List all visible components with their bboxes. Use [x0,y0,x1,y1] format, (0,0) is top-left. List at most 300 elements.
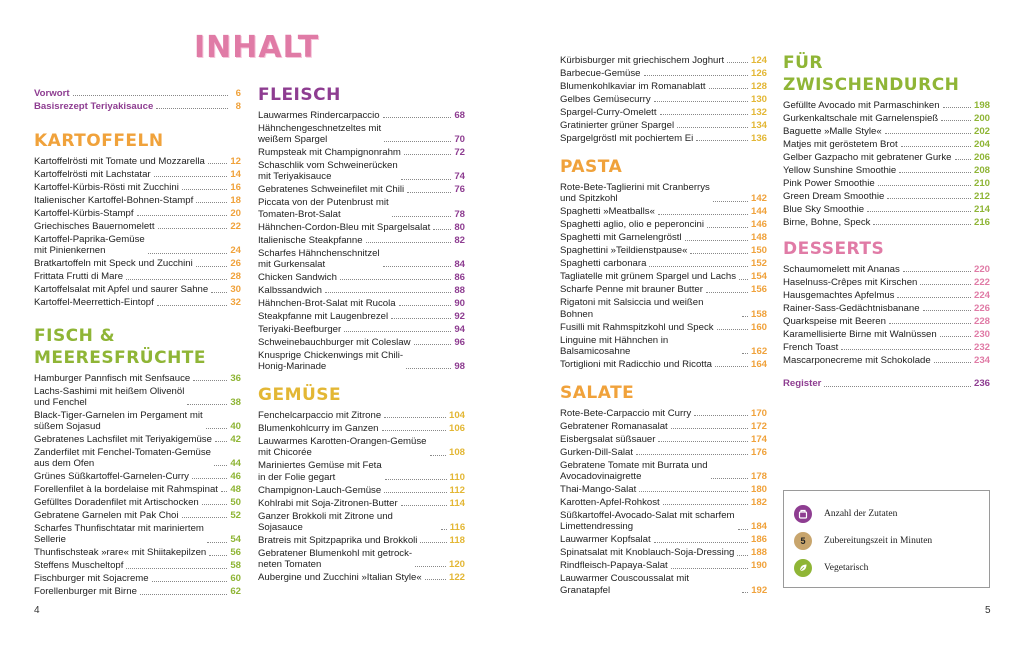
entry-page: 150 [750,245,767,257]
toc-entry[interactable] [783,290,990,301]
entry-title: Chicken Sandwich [258,271,337,283]
entry-title: Lauwarmes Karotten-Orangen-Gemüse mit Chicorée [258,436,427,459]
entry-title: Tortiglioni mit Radicchio und Ricotta [560,358,712,370]
leader-dots [658,214,748,215]
leader-dots [385,479,447,480]
toc-column-4 [783,52,990,391]
toc-entry[interactable] [258,311,465,322]
toc-entry[interactable] [783,204,990,215]
toc-entry[interactable] [560,94,767,105]
entry-page: 112 [449,484,465,496]
entry-title: Gefüllte Avocado mit Parmaschinken [783,100,940,111]
section-kartoffeln [34,130,241,308]
toc-entry[interactable] [258,548,465,570]
toc-entry[interactable] [34,497,241,508]
leader-dots [211,292,227,293]
entry-page: 236 [973,378,990,390]
toc-entry[interactable] [560,68,767,79]
entry-title: Kohlrabi mit Soja-Zitronen-Butter [258,497,398,509]
entry-page: 134 [750,120,767,131]
toc-entry[interactable] [258,535,465,546]
toc-entry[interactable] [258,184,465,195]
toc-entry[interactable] [34,195,241,206]
entry-title: Gelbes Gemüsecurry [560,94,651,105]
leader-dots [742,316,748,317]
entry-page: 186 [750,534,767,546]
toc-entry[interactable] [783,277,990,288]
entry-title: Thunfischsteak »rare« mit Shiitakepilzen [34,547,207,559]
toc-entry[interactable] [258,511,465,533]
toc-entry[interactable] [258,423,465,434]
entry-page: 224 [973,290,990,302]
toc-entry[interactable] [258,572,465,583]
entry-page: 170 [750,408,767,420]
leader-dots [923,310,971,311]
legend-label: Zubereitungszeit in Minuten [824,536,933,546]
toc-entry[interactable] [560,359,767,370]
leader-dots [182,189,227,190]
toc-entry[interactable] [783,191,990,202]
section-gemuese-cont [560,55,767,144]
toc-entry[interactable] [560,335,767,357]
toc-entry-vorwort[interactable] [34,88,241,99]
leader-dots [193,380,227,381]
leader-dots [867,211,971,212]
section-pasta [560,156,767,370]
entry-page: 54 [230,534,241,546]
entry-title: Lauwarmer Couscoussalat mit Granatapfel [560,573,690,596]
toc-entry[interactable] [258,160,465,182]
leader-dots [955,159,971,160]
leader-dots [420,542,446,543]
entry-page: 8 [235,101,241,112]
leader-dots [696,140,748,141]
leader-dots [663,504,748,505]
entry-page: 120 [448,559,465,571]
entry-title: Forellenfilet à la bordelaise mit Rahmspinat [34,484,218,496]
toc-entry[interactable] [258,235,465,246]
leader-dots [660,114,748,115]
toc-entry[interactable] [783,139,990,150]
legend-label: Anzahl der Zutaten [824,509,898,519]
entry-title: Barbecue-Gemüse [560,68,641,79]
entry-page: 198 [973,100,990,111]
toc-entry[interactable] [34,510,241,521]
entry-page: 128 [750,81,767,92]
entry-page: 82 [454,234,465,246]
toc-entry[interactable] [560,284,767,295]
entry-title: Eisbergsalat süßsauer [560,434,656,446]
toc-entry[interactable] [560,81,767,92]
entry-title: Black-Tiger-Garnelen im Pergament mit süßem Sojasud [34,409,203,433]
entry-page: 188 [750,547,767,559]
entry-page: 76 [454,184,465,196]
entry-page: 14 [230,169,241,181]
entry-page: 24 [230,245,241,257]
leader-dots [433,229,451,230]
toc-entry[interactable] [783,303,990,314]
toc-column-1 [34,88,241,599]
leader-dots [671,568,748,569]
entry-page: 36 [230,372,241,384]
toc-entry[interactable] [258,123,465,145]
entry-page: 110 [449,471,465,483]
entry-title: Spinatsalat mit Knoblauch-Soja-Dressing [560,547,735,559]
toc-entry[interactable] [560,120,767,131]
entry-title: Kartoffelsalat mit Apfel und saurer Sahne [34,284,209,296]
toc-entry[interactable] [258,147,465,158]
toc-entry[interactable] [560,322,767,333]
toc-entry[interactable] [34,156,241,167]
section-title: FLEISCH [258,85,341,105]
leader-dots [649,266,748,267]
entry-page: 230 [973,329,990,341]
entry-page: 232 [973,342,990,354]
toc-entry[interactable] [34,373,241,384]
toc-entry[interactable] [258,298,465,309]
entry-page: 18 [230,195,241,207]
entry-page: 74 [454,171,465,183]
leader-dots [206,428,228,429]
entry-title: Blumenkohlkaviar im Romanablatt [560,81,706,92]
leader-dots [391,318,451,319]
entry-title: Gebratenes Schweinefilet mit Chili [258,184,405,196]
entry-page: 136 [750,133,767,144]
leader-dots [152,581,228,582]
toc-entry[interactable] [560,421,767,432]
toc-entry[interactable] [258,110,465,121]
entry-title: Kartoffel-Paprika-Gemüse mit Pinienkernen [34,234,145,257]
entry-title: Rote-Bete-Taglierini mit Cranberrys und Spitzkohl [560,182,710,205]
toc-entry[interactable] [783,178,990,189]
entry-page: 184 [750,521,767,533]
leader-dots [873,224,971,225]
toc-entry[interactable] [34,586,241,597]
entry-page: 92 [454,310,465,322]
toc-entry[interactable] [258,436,465,458]
leader-dots [889,323,971,324]
entry-page: 190 [750,560,767,572]
toc-entry[interactable] [34,169,241,180]
toc-entry[interactable] [34,484,241,495]
leader-dots [694,415,748,416]
toc-entry[interactable] [560,547,767,558]
toc-entry[interactable] [34,234,241,256]
toc-entry[interactable] [34,410,241,432]
entry-page: 70 [454,134,465,146]
entry-title: Matjes mit geröstetem Brot [783,139,898,150]
toc-entry[interactable] [783,329,990,340]
leader-dots [671,428,748,429]
entry-title: Spaghetti carbonara [560,258,647,270]
toc-entry[interactable] [783,264,990,275]
toc-entry[interactable] [560,219,767,230]
leader-dots [196,202,227,203]
entry-page: 208 [973,165,990,176]
leader-dots [384,141,451,142]
entry-page: 204 [973,139,990,150]
toc-entry[interactable] [34,434,241,445]
entry-title: Kürbisburger mit griechischem Joghurt [560,55,725,66]
toc-entry[interactable] [560,245,767,256]
entry-page: 160 [750,321,767,333]
entry-title: Hausgemachtes Apfelmus [783,290,895,302]
entry-title: Hähnchen-Cordon-Bleu mit Spargelsalat [258,221,431,233]
entry-title: Linguine mit Hähnchen in Balsamicosahne [560,334,669,357]
entry-page: 48 [230,484,241,496]
entry-page: 30 [230,284,241,296]
toc-entry[interactable] [34,258,241,269]
toc-entry[interactable] [258,460,465,482]
entry-title: Gebratener Blumenkohl mit getrock- neten Tomaten [258,547,413,571]
toc-entry[interactable] [560,573,767,595]
section-fleisch [258,84,465,372]
entry-title: Gebratener Romanasalat [560,421,668,433]
entry-page: 228 [973,316,990,328]
entry-title: Green Dream Smoothie [783,191,885,202]
toc-entry-basisrezept[interactable] [34,101,241,112]
toc-entry[interactable] [560,55,767,66]
entry-page: 44 [230,458,241,470]
entry-title: Kartoffelrösti mit Tomate und Mozzarella [34,156,205,168]
leader-dots [943,107,971,108]
toc-entry[interactable] [560,434,767,445]
entry-title: Spargel-Curry-Omelett [560,107,657,118]
legend-label: Vegetarisch [824,563,869,573]
toc-entry[interactable] [34,560,241,571]
entry-title: Scharfes Thunfischtatar mit mariniertem Sellerie [34,523,204,546]
entry-page: 182 [750,497,767,509]
leader-dots [654,542,748,543]
entry-title: Rigatoni mit Salsiccia und weißen Bohnen [560,297,704,320]
entry-title: Gefülltes Doradenfilet mit Artischocken [34,497,199,509]
leader-dots [940,336,971,337]
leader-dots [715,366,748,367]
page-title: INHALT [194,30,320,65]
toc-entry[interactable] [34,182,241,193]
toc-entry[interactable] [34,386,241,408]
leader-dots [878,185,971,186]
entry-page: 72 [454,147,465,159]
entry-title: Kartoffel-Kürbis-Stampf [34,208,134,220]
entry-page: 40 [230,421,241,433]
toc-entry[interactable] [783,100,990,111]
entry-page: 108 [448,447,465,459]
entry-title: Süßkartoffel-Avocado-Salat mit scharfem Limettendressing [560,510,735,533]
leader-dots [221,491,227,492]
entry-title: Spaghettini »Teildienstpause« [560,245,688,257]
toc-entry[interactable] [34,447,241,469]
toc-entry[interactable] [560,258,767,269]
leader-dots [392,216,452,217]
toc-entry[interactable] [783,316,990,327]
toc-entry[interactable] [34,547,241,558]
toc-entry[interactable] [258,248,465,270]
section-title: FÜR ZWISCHENDURCH [783,53,960,95]
toc-entry[interactable] [560,408,767,419]
leader-dots [654,101,748,102]
entry-page: 32 [230,297,241,309]
entry-title: Pink Power Smoothie [783,178,875,189]
entry-page: 176 [750,447,767,459]
toc-entry[interactable] [783,342,990,353]
toc-entry[interactable] [560,133,767,144]
toc-entry[interactable] [560,460,767,482]
leader-dots [366,242,452,243]
leader-dots [140,594,227,595]
entry-page: 180 [750,484,767,496]
entry-page: 132 [750,107,767,118]
leader-dots [383,266,452,267]
toc-entry[interactable] [34,208,241,219]
entry-page: 164 [750,358,767,370]
entry-title: Ganzer Brokkoli mit Zitrone und Sojasauce [258,510,393,533]
toc-entry[interactable] [34,221,241,232]
entry-page: 6 [235,88,241,99]
toc-column-3 [560,55,767,598]
entry-page: 174 [750,434,767,446]
entry-title: Zanderfilet mit Fenchel-Tomaten-Gemüse aus dem Ofen [34,447,212,470]
toc-entry[interactable] [783,152,990,163]
leader-dots [737,555,748,556]
entry-page: 60 [230,573,241,585]
leader-dots [639,491,748,492]
leader-dots [215,441,227,442]
toc-entry[interactable] [783,165,990,176]
toc-entry[interactable] [560,107,767,118]
page-number-right: 5 [985,605,991,616]
toc-entry[interactable] [560,484,767,495]
toc-entry[interactable] [560,560,767,571]
leader-dots [441,529,447,530]
leader-dots [941,120,971,121]
toc-entry[interactable] [258,222,465,233]
entry-page: 200 [973,113,990,124]
leaf-icon [794,559,812,577]
toc-entry[interactable] [560,271,767,282]
toc-entry[interactable] [34,271,241,282]
leader-dots [636,454,748,455]
entry-title: Fenchelcarpaccio mit Zitrone [258,410,382,422]
section-title: KARTOFFELN [34,131,164,152]
entry-title: Lachs-Sashimi mit heißem Olivenöl und Fenchel [34,385,185,408]
entry-title: Rainer-Sass-Gedächtnisbanane [783,303,920,315]
toc-entry[interactable] [560,297,767,319]
entry-title: Hähnchen-Brot-Salat mit Rucola [258,297,396,309]
leader-dots [644,75,748,76]
toc-entry[interactable] [258,498,465,509]
leader-dots [148,253,228,254]
entry-page: 220 [973,264,990,276]
toc-entry[interactable] [34,573,241,584]
entry-title: Knusprige Chickenwings mit Chili- Honig-Marinade [258,349,404,373]
toc-entry[interactable] [258,285,465,296]
entry-title: Bratkartoffeln mit Speck und Zucchini [34,258,193,270]
ingredients-icon [794,505,812,523]
toc-entry[interactable] [560,497,767,508]
leader-dots [154,176,228,177]
toc-entry[interactable] [34,523,241,545]
leader-dots [414,344,452,345]
toc-entry[interactable] [560,206,767,217]
leader-dots [430,455,446,456]
entry-title: Vorwort [34,88,70,99]
toc-entry[interactable] [560,182,767,204]
toc-entry[interactable] [560,510,767,532]
section-gemuese [258,384,465,583]
entry-title: Hamburger Pannfisch mit Senfsauce [34,372,191,384]
entry-page: 116 [449,521,466,533]
entry-page: 172 [750,421,767,433]
entry-title: Rote-Bete-Carpaccio mit Curry [560,408,692,420]
leader-dots [707,227,748,228]
entry-title: Mascarponecreme mit Schokolade [783,355,931,367]
toc-entry[interactable] [258,197,465,219]
toc-entry[interactable] [34,297,241,308]
leader-dots [384,492,446,493]
page-number-left: 4 [34,605,40,616]
toc-entry[interactable] [560,447,767,458]
leader-dots [137,215,228,216]
toc-entry[interactable] [560,232,767,243]
entry-title: Schweinebauchburger mit Coleslaw [258,336,411,348]
section-title: DESSERTS [783,239,885,260]
toc-entry[interactable] [258,337,465,348]
toc-entry[interactable] [34,284,241,295]
entry-page: 146 [750,219,767,231]
leader-dots [742,592,748,593]
section-title: FISCH & MEERESFRÜCHTE [34,325,207,368]
leader-dots [897,297,971,298]
leader-dots [899,172,971,173]
leader-dots [158,228,228,229]
toc-entry[interactable] [258,272,465,283]
toc-entry[interactable] [560,534,767,545]
entry-page: 52 [230,510,241,522]
section-fisch [34,325,241,598]
toc-entry[interactable] [258,350,465,372]
leader-dots [214,465,227,466]
toc-entry[interactable] [783,113,990,124]
entry-title: Karotten-Apfel-Rohkost [560,497,660,509]
leader-dots [903,271,971,272]
leader-dots [727,62,748,63]
entry-page: 178 [750,471,767,483]
toc-entry-register[interactable] [783,378,990,389]
entry-page: 104 [448,410,465,422]
entry-page: 216 [973,217,990,228]
toc-entry[interactable] [258,324,465,335]
toc-entry[interactable] [34,471,241,482]
entry-title: Yellow Sunshine Smoothie [783,165,897,176]
entry-page: 80 [454,221,465,233]
toc-entry[interactable] [258,410,465,421]
entry-page: 158 [751,308,768,320]
toc-entry[interactable] [258,485,465,496]
entry-title: Gebratene Tomate mit Burrata und Avocadovinaigrette [560,460,708,483]
entry-title: Birne, Bohne, Speck [783,217,871,228]
leader-dots [126,279,227,280]
section-title: GEMÜSE [258,385,342,406]
toc-entry[interactable] [783,126,990,137]
entry-title: Kartoffelrösti mit Lachstatar [34,169,151,181]
entry-page: 84 [454,258,465,270]
entry-title: Gelber Gazpacho mit gebratener Gurke [783,152,952,163]
leader-dots [207,542,227,543]
toc-entry[interactable] [783,217,990,228]
toc-entry[interactable] [783,355,990,366]
legend-row-vegetarian [794,559,868,577]
